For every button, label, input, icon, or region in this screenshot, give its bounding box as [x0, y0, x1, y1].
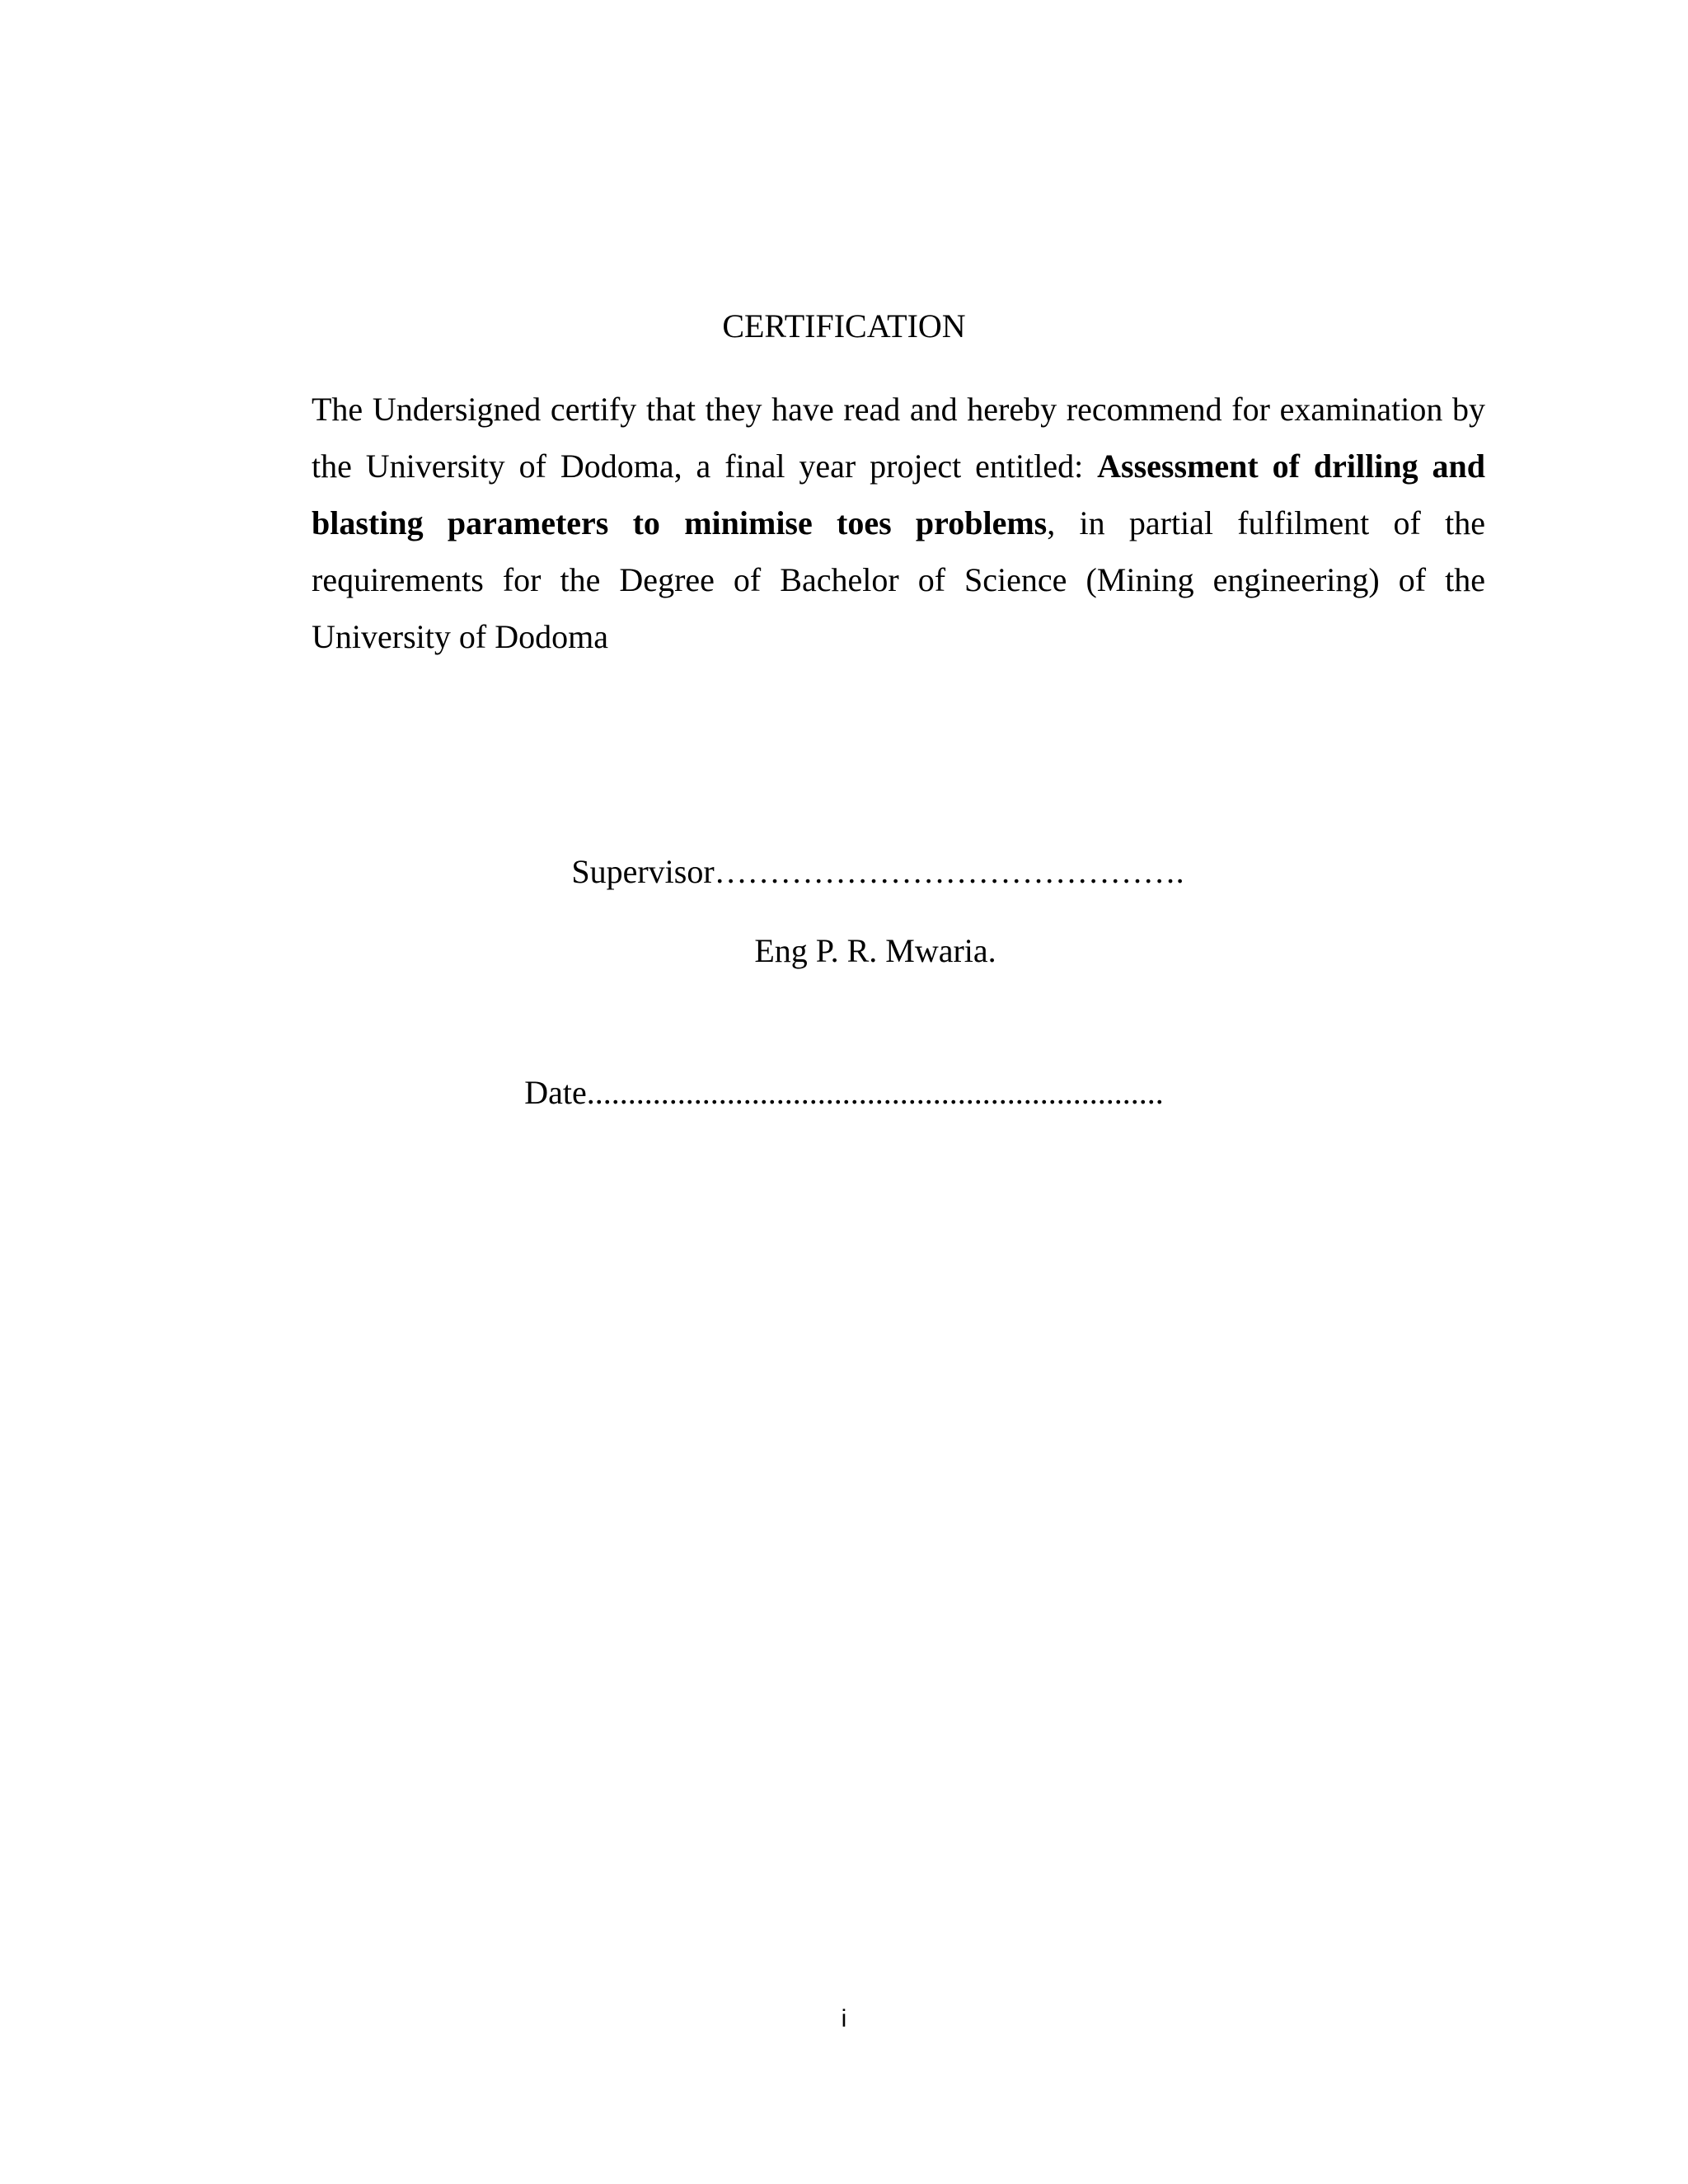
project-title: Assessment of drilling and blasting parameters to minimise toes problems	[312, 448, 1485, 541]
certification-paragraph	[312, 381, 1485, 665]
supervisor-name: Eng P. R. Mwaria.	[754, 932, 996, 969]
date-signature-line	[0, 1070, 1688, 1116]
supervisor-label: Supervisor	[571, 853, 715, 890]
certification-heading: CERTIFICATION	[722, 307, 966, 344]
date-label: Date	[524, 1074, 587, 1111]
paragraph-tail: , in partial fulfilment of the requirements for the Degree of Bachelor of Science (Mining engineering) of the University of Dodoma	[312, 504, 1485, 655]
date-blank: ......................................................................	[586, 1074, 1164, 1111]
page-number: i	[841, 2005, 847, 2032]
supervisor-signature-line	[0, 849, 1688, 895]
supervisor-signature-blank: …………………………………….	[714, 853, 1184, 890]
paragraph-lead: The Undersigned certify that they have read and hereby recommend for examination by the University of Dodoma, a final year project entitled:	[312, 391, 1485, 485]
